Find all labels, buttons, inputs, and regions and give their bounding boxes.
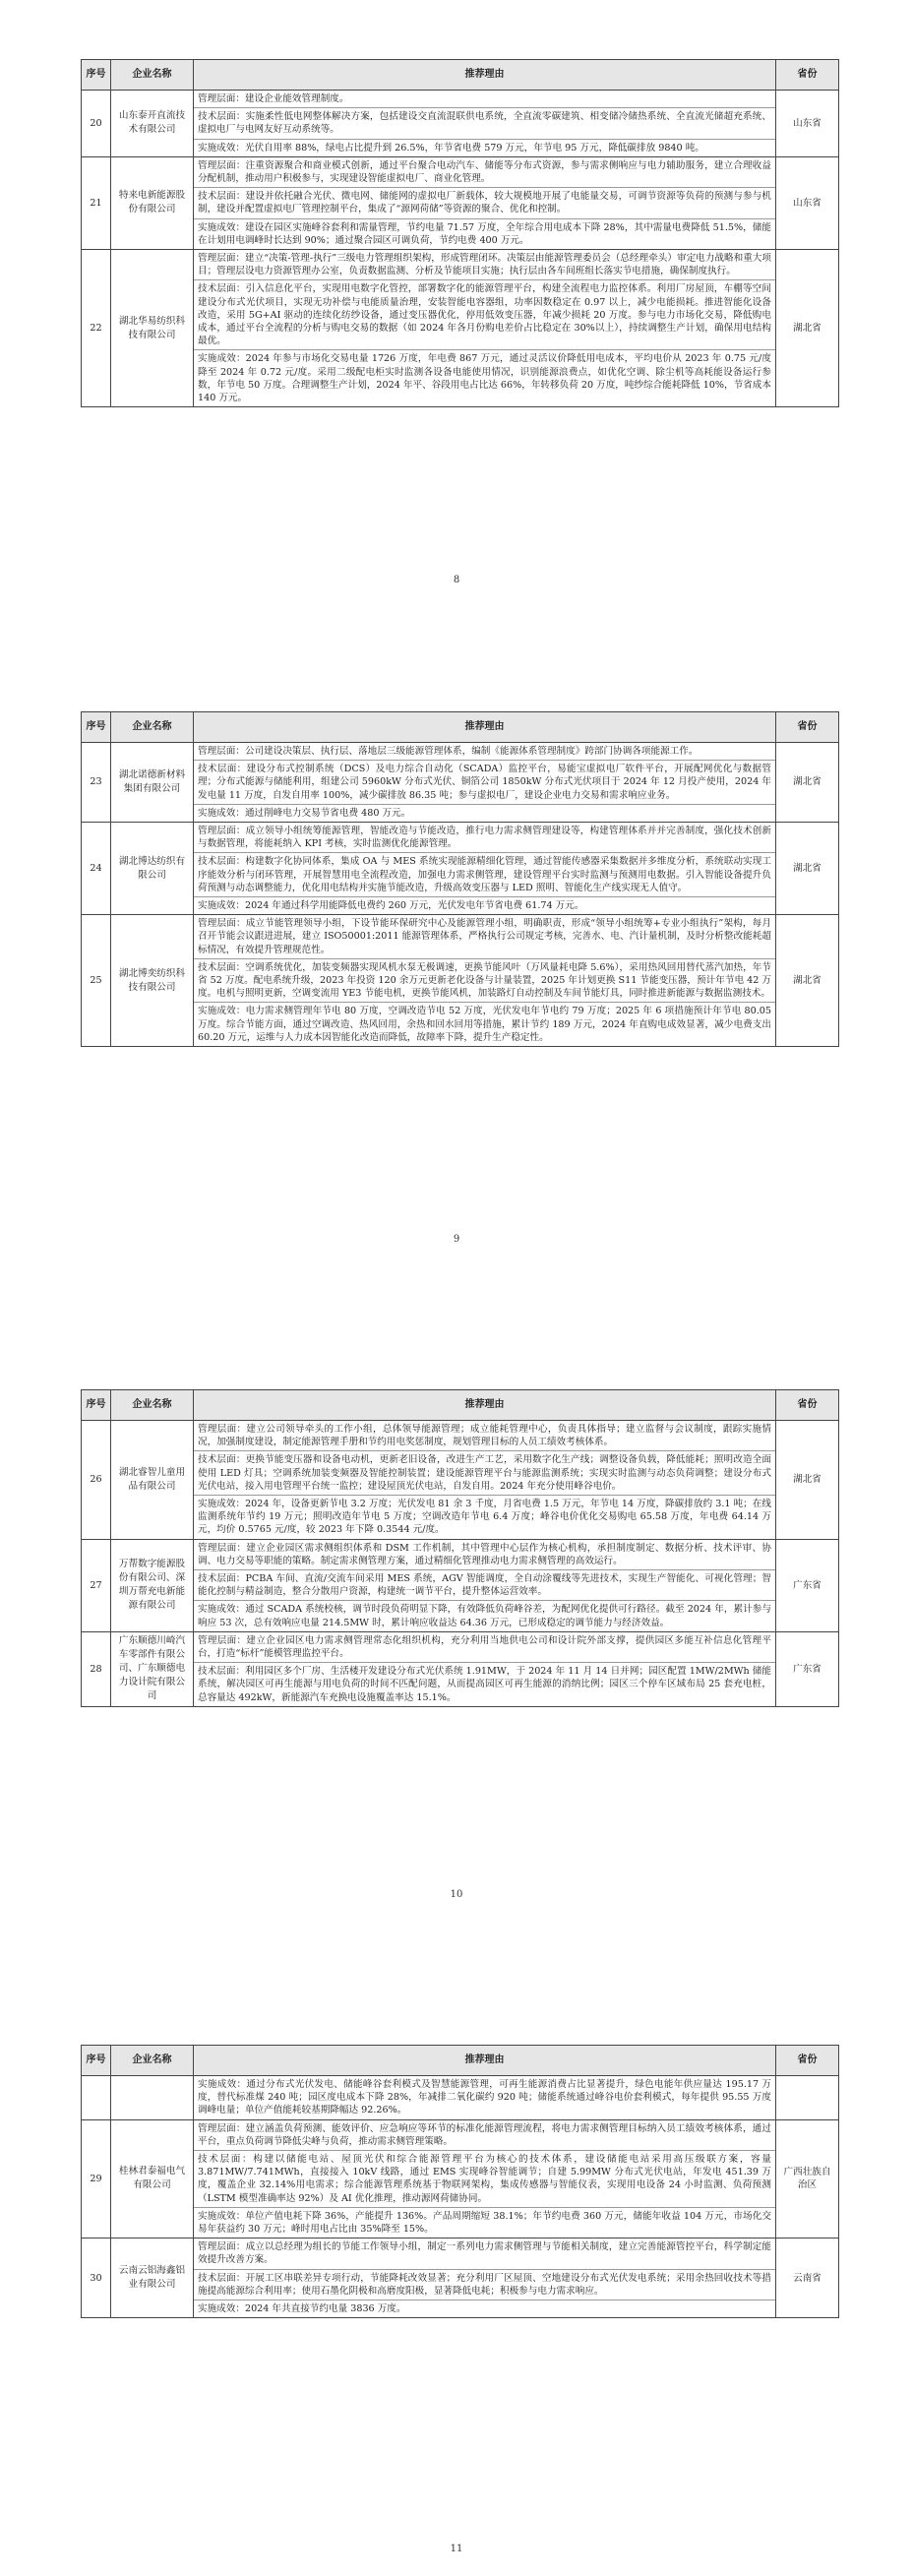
company-name: 云南云铝海鑫铝业有限公司 xyxy=(111,2239,194,2318)
recommendation-reason xyxy=(194,2239,776,2318)
reason-paragraph: 技术层面：空调系统优化，加装变频器实现风机水泵无极调速，更换节能风叶（万风量耗电降 5.6%），采用热风回用替代蒸汽加热，年节省 52 万度。配电系统升级，2023 年投资 120 余万元更新老化设备与计量装置，2025 年计划更换 S11 节能变压器，预计年节电 42 万度。电机与照明更新，空调变流用 YE3 节能电机，更换节能风机，加装路灯自动控制及车间节能灯具，同时推进新能源与数据监测技术。 xyxy=(194,958,775,1003)
header-province: 省份 xyxy=(776,2046,839,2076)
recommendation-reason xyxy=(194,2076,776,2120)
province xyxy=(776,2076,839,2120)
reason-paragraph: 实施成效：2024 年通过科学用能降低电费约 260 万元，光伏发电年节省电费 61.74 万元。 xyxy=(194,896,775,914)
header-province: 省份 xyxy=(776,1390,839,1421)
reason-paragraph: 管理层面：成立节能管理领导小组，下设节能环保研究中心及能源管理小组，明确职责，形成“领导小组统筹+专业小组执行”架构，每月召开节能会议跟进进展，建立 ISO50001:2011 能源管理体系，严格执行公司规定考核，完善水、电、汽计量机制，及时分析整改能耗超标情况，有效提升管理规范性。 xyxy=(198,918,771,955)
page-number: 10 xyxy=(450,1889,463,1900)
row-number: 20 xyxy=(82,91,111,157)
reason-paragraph: 技术层面：构建数字化协同体系，集成 OA 与 MES 系统实现能源精细化管理，通过智能传感器采集数据并多维度分析，系统联动实现工序能效分析与闭环管理，开展智慧用电全流程改造，加强电力需求侧管理，建设管理平台实时监测与预测用电数据。引入智能设备提升负荷预测与动态调整能力，优化用电结构并实施节能改造，升级高效变压器与 LED 照明、智能化生产线实现无人值守。 xyxy=(194,852,775,896)
reason-paragraph: 技术层面：开展工区串联差异专项行动，节能降耗改效显著；充分利用厂区屋顶、空地建设分布式光伏发电系统；采用余热回收技术等措施提高能源综合利用率；使用石墨化阴极和高磨度阳极，显著降低电耗；积极参与电力需求响应。 xyxy=(194,2269,775,2300)
recommendation-reason xyxy=(194,2119,776,2239)
reason-paragraph: 技术层面：建设分布式控制系统（DCS）及电力综合自动化（SCADA）监控平台，易能宝虚拟电厂软件平台，开展配网优化与数据管理；分布式能源与储能利用，组建公司 5960kW 分布式光伏、铜箔公司 1850kW 分布式光伏项目于 2024 年 12 月投产使用，2024 年发电量 11 万度，自发自用率 100%，减少碳排放 86.35 吨；参与虚拟电厂，建设企业电力交易和需求响应业务。 xyxy=(194,760,775,804)
reason-paragraph: 实施成效：通过分布式光伏发电、储能峰谷套利模式及智慧能源管理，可再生能源消费占比显著提升，绿色电能年供应量达 195.17 万度，替代标准煤 240 吨；园区度电成本下降 28%，年减排二氧化碳约 920 吨；储能系统通过峰谷电价套利模式，每年提供 95.55 万度调峰电量；单位产值能耗较基期降幅达 92.26%。 xyxy=(198,2079,771,2116)
company-name: 湖北华易纺织科技有限公司 xyxy=(111,250,194,407)
recommendation-reason xyxy=(194,1421,776,1540)
reason-paragraph: 管理层面：建设企业能效管理制度。 xyxy=(198,93,349,104)
recommendation-reason xyxy=(194,1631,776,1706)
table-header-row xyxy=(82,2046,839,2076)
company-name xyxy=(111,2076,194,2120)
province: 湖北省 xyxy=(776,743,839,823)
company-name: 广东顺德川崎汽车零部件有限公司、广东顺德电力设计院有限公司 xyxy=(111,1631,194,1706)
table-row xyxy=(82,915,839,1047)
reason-paragraph: 实施成效：通过 SCADA 系统校核，调节时段负荷明显下降，有效降低负荷峰谷差，为配网优化提供可行路径。截至 2024 年，累计参与响应 53 次，总有效响应电量 214.5MW 时，累计响应收益达 64.36 万元，已形成稳定的调节能力与经济效益。 xyxy=(194,1600,775,1630)
header-no: 序号 xyxy=(82,712,111,743)
row-number: 26 xyxy=(82,1421,111,1540)
province: 山东省 xyxy=(776,91,839,157)
header-company: 企业名称 xyxy=(111,712,194,743)
table-row xyxy=(82,250,839,407)
row-number: 25 xyxy=(82,915,111,1047)
company-name: 山东泰开直流技术有限公司 xyxy=(111,91,194,157)
page-number: 9 xyxy=(453,1234,460,1245)
table-row xyxy=(82,1421,839,1540)
province: 湖北省 xyxy=(776,250,839,407)
province: 湖北省 xyxy=(776,915,839,1047)
row-number: 28 xyxy=(82,1631,111,1706)
reason-paragraph: 管理层面：建立涵盖负荷预测、能效评价、应急响应等环节的标准化能源管理流程，将电力需求侧管理目标纳入员工绩效考核体系，通过平台，重点负荷调节降低尖峰与负荷，推动需求侧管理策略。 xyxy=(198,2122,771,2147)
table-row xyxy=(82,91,839,157)
recommendation-reason xyxy=(194,250,776,407)
row-number xyxy=(82,2076,111,2120)
row-number: 21 xyxy=(82,156,111,249)
reason-paragraph: 管理层面：成立以总经理为组长的节能工作领导小组，制定一系列电力需求侧管理与节能相关制度，建立完善能源管控平台，科学制定能效提升改善方案。 xyxy=(198,2241,771,2266)
province: 广东省 xyxy=(776,1631,839,1706)
row-number: 22 xyxy=(82,250,111,407)
reason-paragraph: 管理层面：建立企业园区需求侧组织体系和 DSM 工作机制，其中管理中心层作为核心机构，承担制度制定、数据分析、技术评审、协调、电力交易等职能的策略。制定需求侧管理方案，通过精细化管理推动电力需求侧管理的高效运行。 xyxy=(198,1542,771,1566)
row-number: 24 xyxy=(82,823,111,915)
company-name: 桂林君泰福电气有限公司 xyxy=(111,2119,194,2239)
company-name: 湖北博奕纺织科技有限公司 xyxy=(111,915,194,1047)
table-row xyxy=(82,823,839,915)
row-number: 23 xyxy=(82,743,111,823)
recommendation-reason xyxy=(194,91,776,157)
table-row xyxy=(82,743,839,823)
header-company: 企业名称 xyxy=(111,2046,194,2076)
table-header-row xyxy=(82,712,839,743)
header-company: 企业名称 xyxy=(111,1390,194,1421)
recommendation-table xyxy=(81,2045,839,2318)
recommendation-reason xyxy=(194,823,776,915)
header-company: 企业名称 xyxy=(111,60,194,91)
province: 湖北省 xyxy=(776,823,839,915)
reason-paragraph: 实施成效：通过削峰电力交易节省电费 480 万元。 xyxy=(194,804,775,822)
row-number: 30 xyxy=(82,2239,111,2318)
recommendation-table xyxy=(81,1389,839,1707)
reason-paragraph: 实施成效：单位产值电耗下降 36%，产能提升 136%。产品周期缩短 38.1%；年节约电费 360 万元，储能年收益 104 万元，市场化交易年获益约 30 万元；峰时用电占比由 35%降至 15%。 xyxy=(194,2207,775,2238)
province: 湖北省 xyxy=(776,1421,839,1540)
reason-paragraph: 实施成效：电力需求侧管理年节电 80 万度，空调改造节电 52 万度，光伏发电年节电约 79 万度；2025 年 6 项措施预计年节电 80.05 万度。综合节能方面，通过空调改造、热风回用，余热和回水回用等措施，累计节约 189 万元，2024 年直购电成效显著，减少电费支出 60.20 万元，运维与人力成本因智能化改造而降低，故障率下降，提升生产稳定性。 xyxy=(194,1002,775,1046)
reason-paragraph: 实施成效：2024 年共直接节约电量 3836 万度。 xyxy=(194,2300,775,2317)
header-province: 省份 xyxy=(776,60,839,91)
table-header-row xyxy=(82,1390,839,1421)
row-number: 29 xyxy=(82,2119,111,2239)
recommendation-table xyxy=(81,59,839,407)
table-row xyxy=(82,1539,839,1631)
table-row xyxy=(82,1631,839,1706)
table-row xyxy=(82,2239,839,2318)
reason-paragraph: 技术层面：PCBA 车间、直流/交流车间采用 MES 系统，AGV 智能调度，全自动涂覆线等先进技术，实现生产智能化、可视化管理；智能化控制与精益制造，整合分散用户资源，构建统一调节平台，提升整体运营效率。 xyxy=(194,1569,775,1600)
reason-paragraph: 管理层面：建立公司领导牵头的工作小组，总体领导能源管理；成立能耗管理中心，负责具体指导；建立监督与会议制度，跟踪实施情况，加强制度建设，制定能源管理手册和节约用电奖惩制度，规划管理目标的人员工绩效考核体系。 xyxy=(198,1424,771,1448)
reason-paragraph: 实施成效：2024 年参与市场化交易电量 1726 万度，年电费 867 万元，通过灵活议价降低用电成本，平均电价从 2023 年 0.75 元/度降至 2024 年 0.72 元/度。采用二级配电柜实时监测各设备电能使用情况，识别能源浪费点，如优化空调、除尘机等高耗能设备运行参数，年节电 50 万度。合理调整生产计划，2024 年平、谷段用电占比达 66%，年转移负荷 20 万度，吨纱综合能耗降低 10%，节省成本 140 万元。 xyxy=(194,349,775,406)
header-no: 序号 xyxy=(82,60,111,91)
company-name: 万帮数字能源股份有限公司、深圳万帮充电新能源有限公司 xyxy=(111,1539,194,1631)
recommendation-reason xyxy=(194,743,776,823)
company-name: 特来电新能源股份有限公司 xyxy=(111,156,194,249)
reason-paragraph: 技术层面：构建以储能电站、屋顶光伏和综合能源管理平台为核心的技术体系，建设储能电站采用高压级联方案，容量 3.871MW/7.741MWh，直接接入 10kV 线路，通过 EMS 实现峰谷智能调节；自建 5.99MW 分布式光伏电站，年发电 451.39 万度，覆盖企业 32.14%用电需求；综合能源管理系统基于物联网架构，集成传感器与智能仪表，实现用电设备 24 小时监测、负荷预测（LSTM 模型准确率达 92%）及 AI 优化推理，推动源网荷储协同。 xyxy=(194,2150,775,2207)
reason-paragraph: 技术层面：利用园区多个厂房、生活楼开发建设分布式光伏系统 1.91MW，于 2024 年 11 月 14 日并网；园区配置 1MW/2MWh 储能系统，解决园区可再生能源与用电负荷的时间不匹配问题，从而提高园区可再生能源的消纳比例；园区三个停车区域布局 25 套充电桩，总容量达 492kW，新能源汽车充换电设施覆盖率达 15.1%。 xyxy=(194,1662,775,1706)
province: 广东省 xyxy=(776,1539,839,1631)
table-header-row xyxy=(82,60,839,91)
reason-paragraph: 技术层面：引入信息化平台，实现用电数字化管控，部署数字化的能源管理平台，构建全流程电力监控体系。利用厂房屋顶，车棚等空间建设分布式光伏项目，实现无功补偿与电能质量治理，安装智能电容器组，功率因数稳定在 0.97 以上，减少电能损耗。推进智能化设备改造，采用 5G+AI 驱动的连续化纺纱设备，通过变压器优化，停用低效变压器，年减少损耗 20 万度。参与电力市场化交易，降低购电成本，通过平台全流程的分析与购电交易的数据（如 2024 年各月份购电差价占比稳定在 30%以上），持续调整生产计划，确保用电结构最优。 xyxy=(194,279,775,349)
header-reason: 推荐理由 xyxy=(194,712,776,743)
reason-paragraph: 实施成效：建设在园区实施峰谷套利和需量管理，节约电量 71.57 万度，全年综合用电成本下降 28%，其中需量电费降低 51.5%，储能在计划用电调峰时长达到 90%；通过聚合园区可调负荷，节约电费 400 万元。 xyxy=(194,218,775,249)
company-name: 湖北诺德新材料集团有限公司 xyxy=(111,743,194,823)
reason-paragraph: 实施成效：光伏自用率 88%，绿电占比提升到 26.5%，年节省电费 579 万元，年节电 95 万元，降低碳排放 9840 吨。 xyxy=(194,139,775,156)
header-reason: 推荐理由 xyxy=(194,2046,776,2076)
reason-paragraph: 技术层面：建设并依托融合光伏、微电网、储能网的虚拟电厂新载体，较大规模地开展了电能量交易，可调节资源等负荷的预测与参与机制，建设并配置虚拟电厂管理控制平台，集成了“源网荷储”等资源的聚合、优化和控制。 xyxy=(194,187,775,217)
table-row xyxy=(82,156,839,249)
header-no: 序号 xyxy=(82,2046,111,2076)
recommendation-reason xyxy=(194,1539,776,1631)
row-number: 27 xyxy=(82,1539,111,1631)
recommendation-reason xyxy=(194,156,776,249)
recommendation-table xyxy=(81,711,839,1047)
reason-paragraph: 技术层面：更换节能变压器和设备电动机，更新老旧设备，改进生产工艺，采用数字化生产线；调整设备负载，降低能耗；照明改造全面使用 LED 灯具；空调系统加装变频器及智能控制装置；建设能源管理平台与能源监测系统；实现实时监测与动态负荷调整；建设分布式光伏电站，接入用电管理平台统一监控；建设屋顶光伏电站，自发自用。2024 年充分使用峰谷电价。 xyxy=(194,1450,775,1495)
reason-paragraph: 管理层面：建立“决策-管理-执行”三级电力管理组织架构，形成管理闭环。决策层由能源管理委员会（总经理牵头）审定电力战略和重大项目；管理层设电力资源管理办公室，负责数据监测、分析及节能项目实施；执行层由各车间班组长落实节电措施，确保制度执行。 xyxy=(198,253,771,277)
table-row xyxy=(82,2119,839,2239)
reason-paragraph: 管理层面：建立企业园区电力需求侧管理常态化组织机构，充分利用当地供电公司和设计院外部支撑，提供园区多能互补信息化管理平台，打造“标杆”能模管理监控平台。 xyxy=(198,1634,771,1660)
province: 云南省 xyxy=(776,2239,839,2318)
province: 山东省 xyxy=(776,156,839,249)
reason-paragraph: 管理层面：公司建设决策层、执行层、落地层三级能源管理体系，编制《能源体系管理制度》跨部门协调各项能源工作。 xyxy=(198,746,699,757)
company-name: 湖北睿智儿童用品有限公司 xyxy=(111,1421,194,1540)
province: 广西壮族自治区 xyxy=(776,2119,839,2239)
reason-paragraph: 技术层面：实施柔性低电网整体解决方案，包括建设交直流混联供电系统，全直流零碳建筑、相变储冷储热系统、全直流光储超充系统、虚拟电厂与电网友好互动系统等。 xyxy=(194,107,775,138)
recommendation-reason xyxy=(194,915,776,1047)
page-number: 11 xyxy=(450,2544,463,2554)
reason-paragraph: 管理层面：成立领导小组统筹能源管理，智能改造与节能改造，推行电力需求侧管理建设等，构建管理体系并并完善制度，强化技术创新与数据管理，将能耗纳入 KPI 考核，实时监测优化能源管理。 xyxy=(198,826,771,850)
header-reason: 推荐理由 xyxy=(194,1390,776,1421)
reason-paragraph: 实施成效：2024 年，设备更新节电 3.2 万度；光伏发电 81 余 3 千度，月省电费 1.5 万元，年节电 14 万度，降碳排放约 3.1 吨；在线监测系统年节约 19 万元；照明改造年节电 5 万度；空调改造年节电 6.4 万度；峰谷电价优化交易购电 65.58 万度，年电费 64.14 万元，均价 0.5765 元/度，较 2023 年下降 0.3544 元/度。 xyxy=(194,1495,775,1539)
company-name: 湖北博达纺织有限公司 xyxy=(111,823,194,915)
header-reason: 推荐理由 xyxy=(194,60,776,91)
header-no: 序号 xyxy=(82,1390,111,1421)
table-row xyxy=(82,2076,839,2120)
page-number: 8 xyxy=(453,575,460,585)
reason-paragraph: 管理层面：注重资源聚合和商业模式创新，通过平台聚合电动汽车、储能等分布式资源，参与需求侧响应与电力辅助服务，建立合理收益分配机制，推动用户积极参与，实现建设智能虚拟电厂、商业化管理。 xyxy=(198,159,771,185)
header-province: 省份 xyxy=(776,712,839,743)
